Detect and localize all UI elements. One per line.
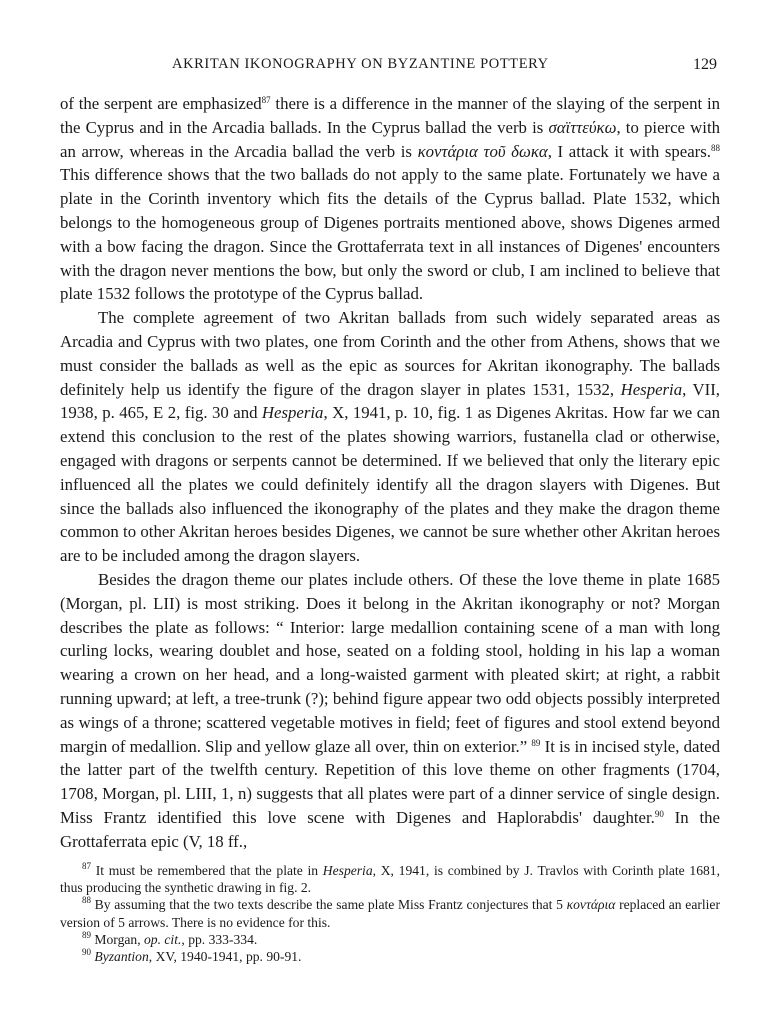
running-header bbox=[60, 56, 717, 78]
text-run: , pp. 333-334. bbox=[181, 931, 258, 947]
text-run: By assuming that the two texts describe the same plate Miss Frantz conjectures that 5 bbox=[91, 897, 567, 913]
footnote-88 bbox=[60, 896, 720, 930]
text-run: , VII, 1938, p. 465, E 2, fig. 30 and bbox=[60, 379, 720, 423]
journal-title: Hesperia bbox=[261, 403, 324, 423]
paragraph-1 bbox=[60, 92, 720, 306]
text-run: , to pierce with an arrow, whereas in the Arcadia ballad the verb is bbox=[60, 117, 720, 161]
footnote-89 bbox=[60, 931, 720, 948]
journal-title: Byzantion bbox=[91, 949, 149, 965]
text-run: , X, 1941, is combined by J. Travlos with Corinth plate 1681, thus producing the synthetic drawing in fig. 2. bbox=[60, 863, 721, 896]
footnote-number: 90 bbox=[82, 947, 91, 958]
footnote-number: 89 bbox=[82, 929, 91, 940]
text-run: , XV, 1940-1941, pp. 90-91. bbox=[148, 949, 302, 965]
footnote-number: 88 bbox=[82, 895, 91, 906]
footnote-ref-89: 89 bbox=[531, 737, 541, 748]
text-run: It must be remembered that the plate in bbox=[91, 863, 323, 878]
text-run: Besides the dragon theme our plates include others. Of these the love theme in plate 1685 (Morgan, pl. LII) is most striking. Does it belong in the Akritan ikonography or not? Morgan describes the plate as follows: “ Interior: large medallion containing scene of a man with long curling locks, wearing doublet and hose, seated on a folding stool, holding in his lap a woman wearing a crown on her head, and a long-waisted garment with pleated skirt; at right, a rabbit running upward; at left, a tree-trunk (?); behind figure appear two odd objects possibly interpreted as wings of a throne; scattered vegetable motives in field; feet of figures and stool extend beyond margin of medallion. Slip and yellow glaze all over, thin on exterior.” bbox=[60, 569, 720, 756]
footnote-87 bbox=[60, 862, 720, 896]
main-text bbox=[60, 92, 720, 854]
text-run: It is in incised style, dated the latter part of the twelfth century. Repetition of this love theme on other fragments (1704, 1708, Morgan, pl. LIII, 1, n) suggests that all plates were part of a dinner service of single design. Miss Frantz identified this love scene with Digenes and Haplorabdis' daughter. bbox=[60, 736, 720, 827]
citation-abbrev: op. cit. bbox=[144, 931, 182, 947]
text-run: Morgan, bbox=[91, 931, 144, 947]
greek-term: σαϊττεύκω bbox=[548, 117, 617, 137]
footnote-ref-90: 90 bbox=[654, 808, 664, 819]
footnote-90 bbox=[60, 948, 720, 965]
text-run: In the Grottaferrata epic (V, 18 ff., bbox=[60, 807, 720, 851]
greek-term: κοντάρια bbox=[566, 897, 616, 913]
text-run: of the serpent are emphasized bbox=[60, 94, 262, 113]
paragraph-3 bbox=[60, 568, 720, 854]
text-run: This difference shows that the two ballads do not apply to the same plate. Fortunately we have a plate in the Corinth inventory which fits the details of the Cyprus ballad. Plate 1532, which belongs to the homogeneous group of Digenes portraits mentioned above, shows Digenes armed with a bow facing the dragon. Since the Grottaferrata text in all instances of Digenes' encounters with the dragon never mentions the bow, but only the sword or club, I am inclined to believe that plate 1532 follows the prototype of the Cyprus ballad. bbox=[60, 165, 720, 304]
page-number: 129 bbox=[693, 56, 717, 73]
journal-title: Hesperia bbox=[322, 863, 373, 878]
text-run: , X, 1941, p. 10, fig. 1 as Digenes Akritas. How far we can extend this conclusion to the rest of the plates showing warriors, fustanella clad or otherwise, engaged with dragons or serpents cannot be determined. If we believed that only the literary epic influenced all the plates we could definitely identify all the dragon slayers with Digenes. But since the ballads also influenced the ikonography of the plates and they make the dragon theme common to other Akritan heroes besides Digenes, we cannot be sure whether other Akritan heroes are to be included among the dragon slayers. bbox=[60, 403, 720, 566]
paragraph-2 bbox=[60, 306, 720, 568]
text-run: replaced an earlier version of 5 arrows. There is no evidence for this. bbox=[60, 897, 720, 930]
text-run: , I attack it with spears. bbox=[547, 141, 711, 161]
footnotes bbox=[60, 862, 720, 965]
footnote-ref-88: 88 bbox=[710, 142, 720, 153]
footnote-number: 87 bbox=[82, 861, 91, 871]
journal-title: Hesperia bbox=[620, 379, 683, 399]
footnote-ref-87: 87 bbox=[261, 95, 271, 105]
text-run: there is a difference in the manner of the slaying of the serpent in the Cyprus and in the Arcadia ballads. In the Cyprus ballad the verb is bbox=[60, 94, 720, 137]
running-title: AKRITAN IKONOGRAPHY ON BYZANTINE POTTERY bbox=[172, 56, 549, 72]
greek-term: κοντάρια τοῦ δωκα bbox=[417, 141, 548, 161]
text-run: The complete agreement of two Akritan ballads from such widely separated areas as Arcadia and Cyprus with two plates, one from Corinth and the other from Athens, shows that we must consider the ballads as well as the epic as sources for Akritan ikonography. The ballads definitely help us identify the figure of the dragon slayer in plates 1531, 1532, bbox=[60, 308, 720, 399]
